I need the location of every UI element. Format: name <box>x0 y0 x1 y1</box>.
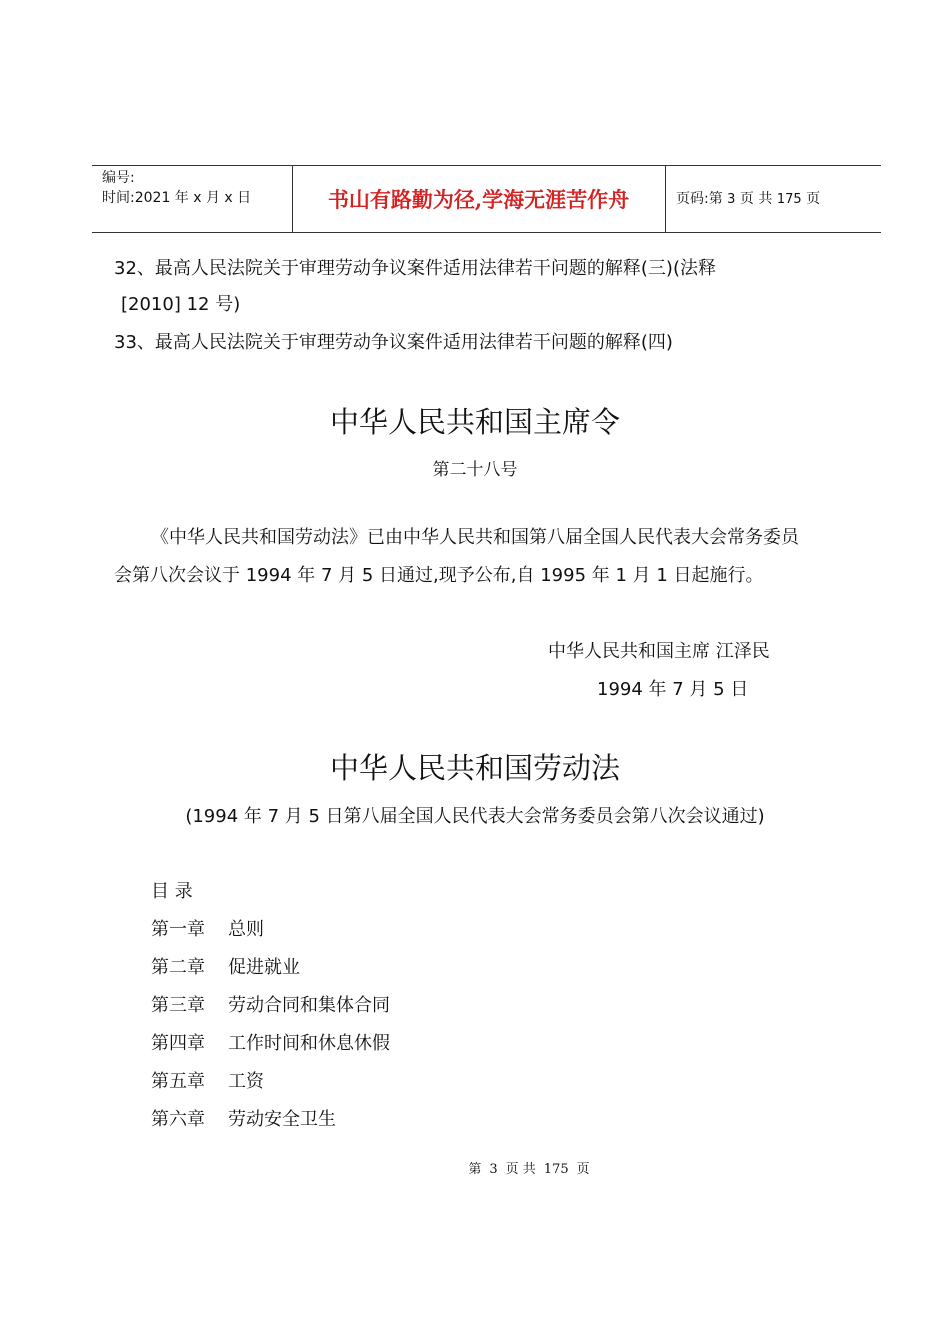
list-item-32-line2: [2010] 12 号) <box>121 294 241 315</box>
order-date: 1994 年 7 月 5 日 <box>597 679 749 700</box>
footer-prefix: 第 <box>468 1162 482 1177</box>
number-label: 编号: <box>102 170 135 186</box>
chapter-name: 劳动安全卫生 <box>228 1109 336 1130</box>
toc-heading: 目 录 <box>151 881 193 902</box>
header-motto: 书山有路勤为径,学海无涯苦作舟 <box>327 187 630 212</box>
list-item-32-line1: 32、最高人民法院关于审理劳动争议案件适用法律若干问题的解释(三)(法释 <box>114 258 716 279</box>
chapter-name: 总则 <box>228 919 264 940</box>
toc-chapter <box>151 955 300 981</box>
time-label: 时间:2021 年 x 月 x 日 <box>102 190 252 206</box>
chapter-number: 第六章 <box>151 1109 205 1130</box>
chapter-name: 工资 <box>228 1071 264 1092</box>
order-title: 中华人民共和国主席令 <box>329 405 620 439</box>
page-label: 页码:第 <box>676 191 723 207</box>
toc-chapter <box>151 1069 264 1095</box>
order-body-line1: 《中华人民共和国劳动法》已由中华人民共和国第八届全国人民代表大会常务委员 <box>151 527 799 548</box>
page-total: 175 <box>776 192 802 207</box>
page-current: 3 <box>727 192 736 207</box>
law-subtitle: (1994 年 7 月 5 日第八届全国人民代表大会常务委员会第八次会议通过) <box>185 806 765 827</box>
page-end: 页 <box>806 191 821 207</box>
chapter-number: 第三章 <box>151 995 205 1016</box>
list-item-33: 33、最高人民法院关于审理劳动争议案件适用法律若干问题的解释(四) <box>114 332 673 353</box>
header-page-info <box>676 166 820 233</box>
chapter-number: 第四章 <box>151 1033 205 1054</box>
chapter-name: 劳动合同和集体合同 <box>228 995 390 1016</box>
toc-chapter <box>151 993 390 1019</box>
order-signer: 中华人民共和国主席 江泽民 <box>548 641 770 662</box>
order-body-line2: 会第八次会议于 1994 年 7 月 5 日通过,现予公布,自 1995 年 1 月 1 日起施行。 <box>114 565 764 586</box>
order-number: 第二十八号 <box>432 460 518 480</box>
header-meta <box>102 168 251 208</box>
chapter-name: 工作时间和休息休假 <box>228 1033 390 1054</box>
toc-chapter <box>151 1107 336 1133</box>
header-divider <box>665 166 666 233</box>
chapter-number: 第一章 <box>151 919 205 940</box>
chapter-number: 第二章 <box>151 957 205 978</box>
chapter-name: 促进就业 <box>228 957 300 978</box>
footer-total: 175 <box>543 1162 569 1177</box>
toc-chapter <box>151 1031 390 1057</box>
page-header <box>92 165 881 233</box>
footer-current: 3 <box>489 1162 498 1177</box>
page-footer <box>0 1160 950 1180</box>
page-mid: 页 共 <box>739 191 773 207</box>
chapter-number: 第五章 <box>151 1071 205 1092</box>
law-title: 中华人民共和国劳动法 <box>329 751 620 785</box>
footer-mid: 页 共 <box>505 1162 536 1177</box>
footer-suffix: 页 <box>576 1162 590 1177</box>
toc-chapter <box>151 917 264 943</box>
